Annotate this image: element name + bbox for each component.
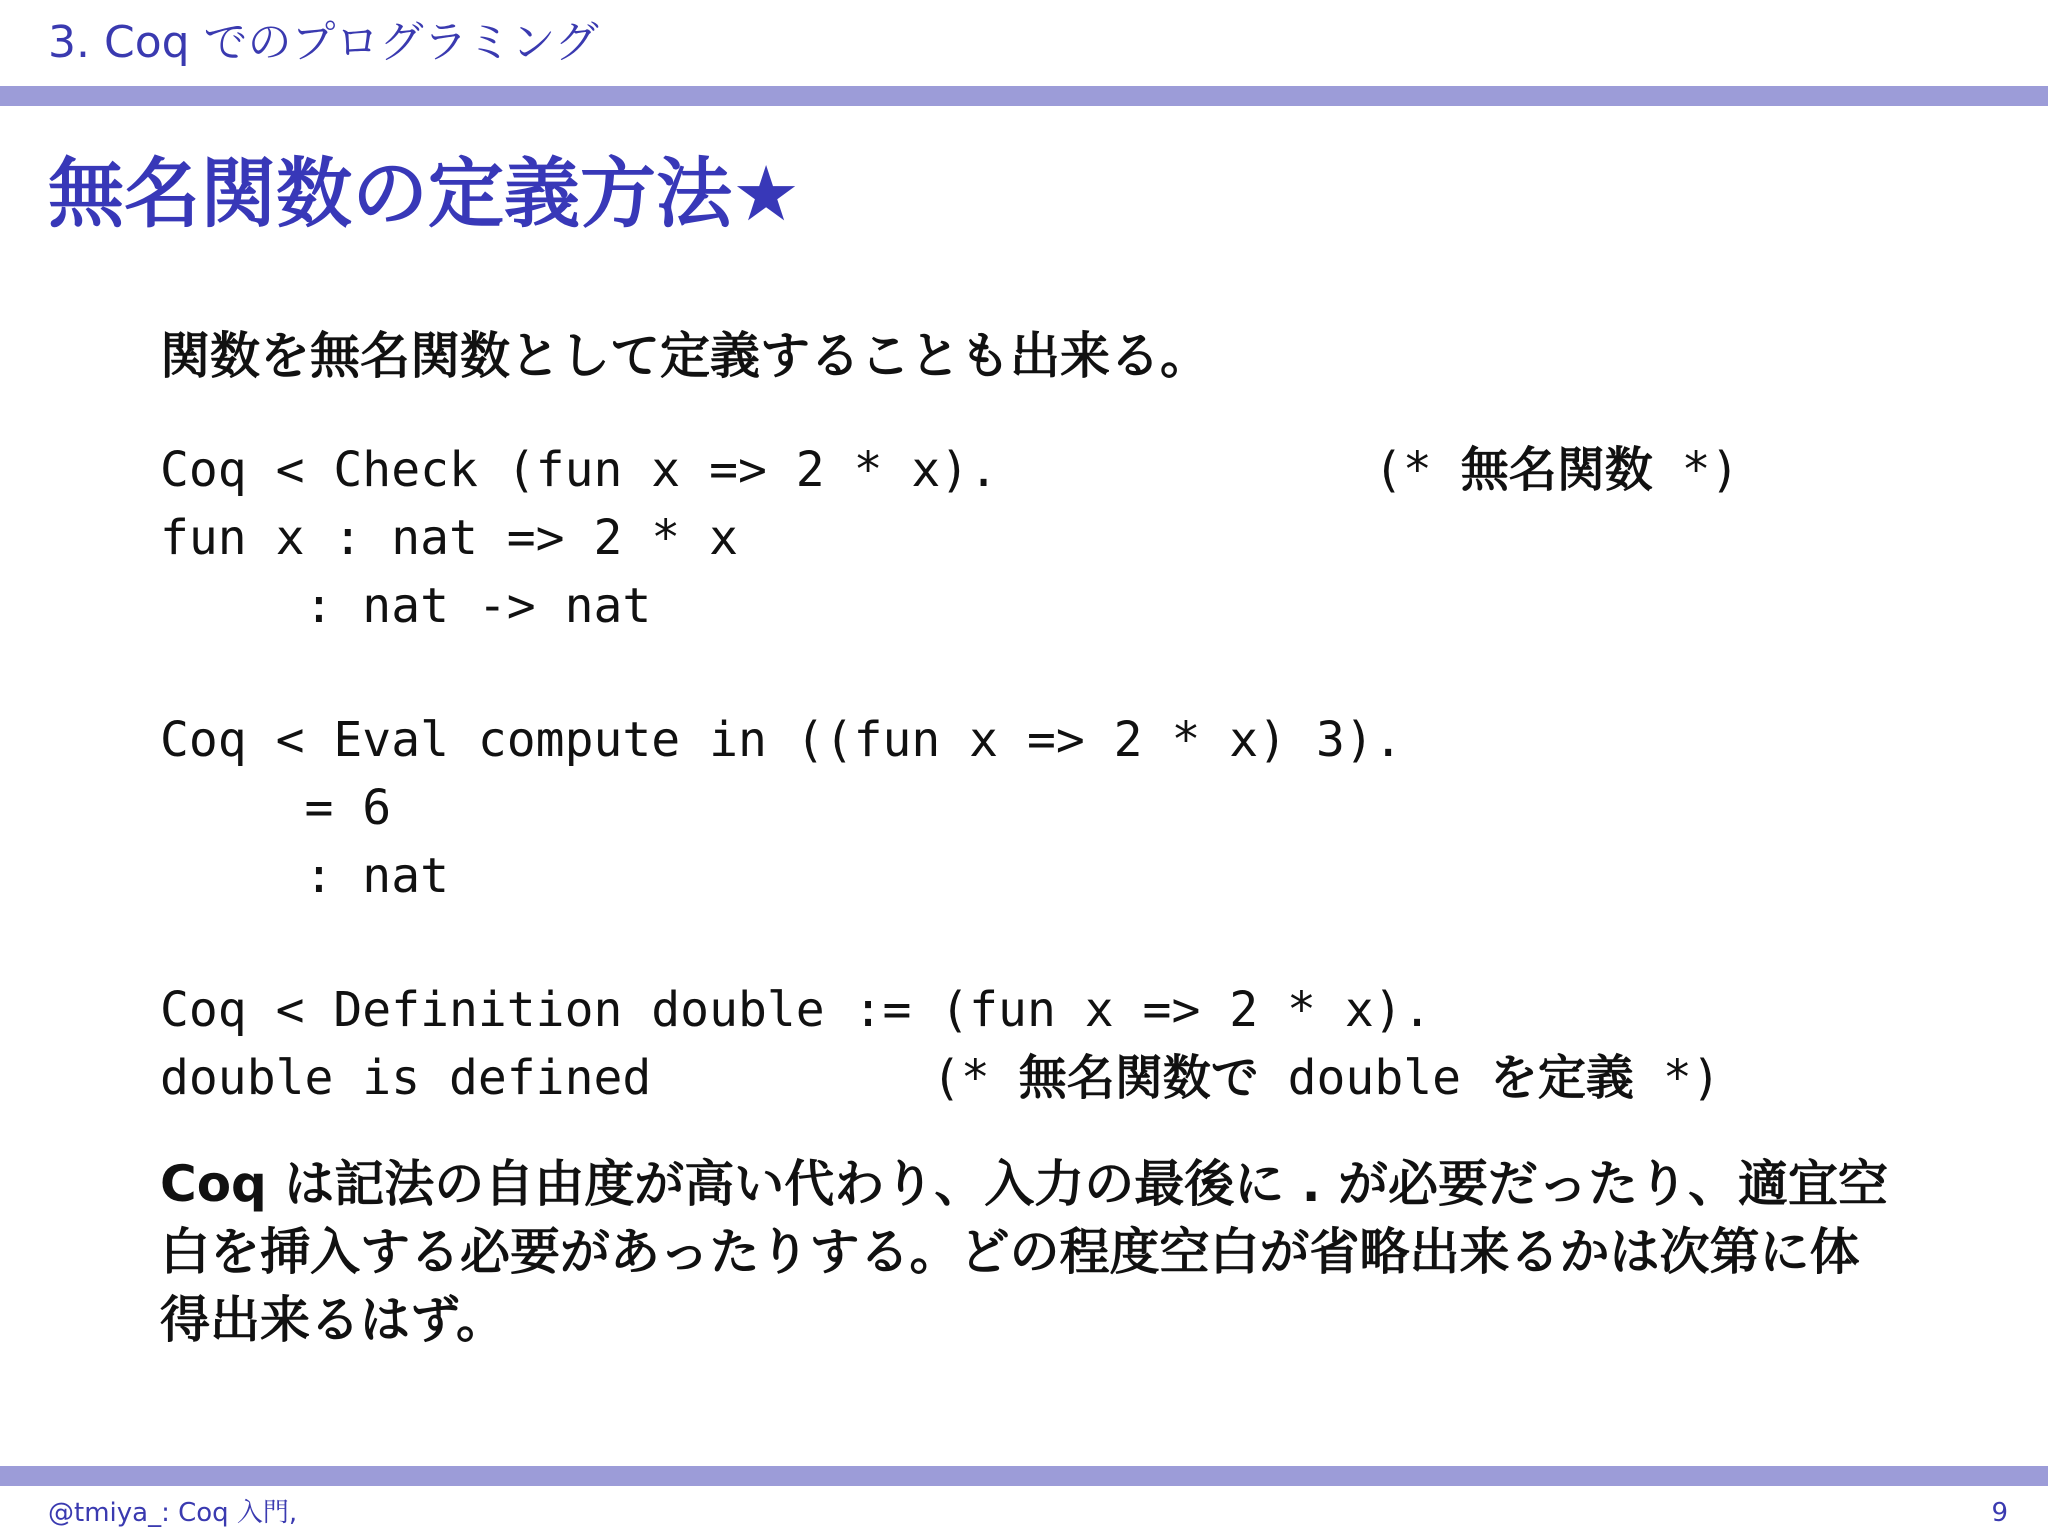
comment-text: 無名関数 [1460, 442, 1653, 498]
intro-text: 関数を無名関数として定義することも出来る。 [160, 327, 1210, 385]
footer-author-title: @tmiya_: Coq 入門, [48, 1498, 298, 1528]
comment-text-before: 無名関数で [1018, 1050, 1259, 1106]
page-number: 9 [1991, 1498, 2008, 1528]
comment-anonymous-function [1374, 436, 1739, 504]
section-title: 3. Coq でのプログラミング [48, 17, 599, 68]
code-line-eval-value: = 6 [160, 780, 392, 836]
comment-open: (* [932, 1050, 1019, 1106]
frame-title: 無名関数の定義方法★ [48, 149, 801, 238]
code-line-definition: Coq < Definition double := (fun x => 2 * x). [160, 982, 1432, 1038]
header-rule [0, 86, 2048, 106]
code-line-eval: Coq < Eval compute in ((fun x => 2 * x) 3). [160, 712, 1403, 768]
comment-close: *) [1633, 1050, 1721, 1106]
comment-code: double [1258, 1050, 1490, 1106]
comment-close: *) [1652, 442, 1740, 498]
comment-define-double [932, 1044, 1721, 1112]
summary-paragraph: Coq は記法の自由度が高い代わり、入力の最後に . が必要だったり、適宜空白を挿入する必要があったりする。どの程度空白が省略出来るかは次第に体得出来るはず。 [160, 1155, 1889, 1349]
footer-rule [0, 1466, 2048, 1486]
comment-open: (* [1374, 442, 1461, 498]
code-line-check-type: : nat -> nat [160, 578, 652, 634]
code-line-check-result: fun x : nat => 2 * x [160, 510, 738, 566]
code-line-eval-type: : nat [160, 848, 449, 904]
code-line-definition-result: double is defined [160, 1050, 652, 1106]
code-line-check: Coq < Check (fun x => 2 * x). [160, 442, 999, 498]
comment-text-after: を定義 [1489, 1050, 1634, 1106]
